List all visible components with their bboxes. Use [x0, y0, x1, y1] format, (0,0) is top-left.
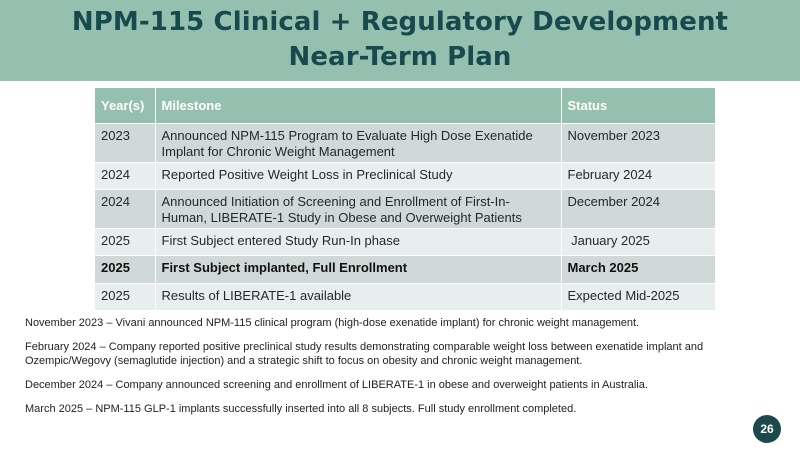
table-row [95, 163, 715, 190]
row-status: Expected Mid-2025 [561, 284, 715, 311]
column-header-status: Status [561, 88, 715, 124]
row-status: February 2024 [561, 163, 715, 190]
row-milestone: First Subject entered Study Run-In phase [155, 229, 561, 256]
row-milestone: Results of LIBERATE-1 available [155, 284, 561, 311]
row-milestone: Announced Initiation of Screening and Enrollment of First-In-Human, LIBERATE-1 Study in Obese and Overweight Patients [155, 190, 561, 229]
table-row [95, 284, 715, 311]
row-status: November 2023 [561, 124, 715, 163]
page-title-line-1: NPM-115 Clinical + Regulatory Development [71, 7, 729, 37]
row-year: 2025 [95, 256, 155, 284]
table-header-row [95, 88, 715, 124]
row-year: 2024 [95, 163, 155, 190]
page-title [0, 0, 800, 75]
note-paragraph: November 2023 – Vivani announced NPM-115 clinical program (high-dose exenatide implant) for chronic weight management. [25, 317, 640, 329]
row-status: March 2025 [561, 256, 715, 284]
table-row [95, 124, 715, 163]
row-status: December 2024 [561, 190, 715, 229]
note-paragraph: March 2025 – NPM-115 GLP-1 implants successfully inserted into all 8 subjects. Full study enrollment completed. [25, 403, 577, 415]
table-row [95, 190, 715, 229]
table-row [95, 229, 715, 256]
row-year: 2025 [95, 229, 155, 256]
page-number-badge: 26 [753, 415, 781, 443]
title-banner [0, 0, 800, 81]
column-header-milestone: Milestone [155, 88, 561, 124]
column-header-years: Year(s) [95, 88, 155, 124]
row-milestone: First Subject implanted, Full Enrollment [155, 256, 561, 284]
row-status: January 2025 [561, 229, 715, 256]
row-year: 2023 [95, 124, 155, 163]
row-year: 2024 [95, 190, 155, 229]
note-paragraph: December 2024 – Company announced screening and enrollment of LIBERATE-1 in obese and overweight patients in Australia. [25, 379, 648, 391]
page-title-line-2: Near-Term Plan [288, 42, 512, 72]
row-milestone: Reported Positive Weight Loss in Preclinical Study [155, 163, 561, 190]
row-year: 2025 [95, 284, 155, 311]
milestone-table [95, 88, 716, 310]
milestone-notes [25, 316, 745, 426]
row-milestone: Announced NPM-115 Program to Evaluate High Dose Exenatide Implant for Chronic Weight Management [155, 124, 561, 163]
table-row [95, 256, 715, 284]
note-paragraph: February 2024 – Company reported positive preclinical study results demonstrating comparable weight loss between exenatide implant and Ozempic/Wegovy (semaglutide injection) and a strategic shift to focus on obesity and chronic weight management. [25, 341, 704, 367]
